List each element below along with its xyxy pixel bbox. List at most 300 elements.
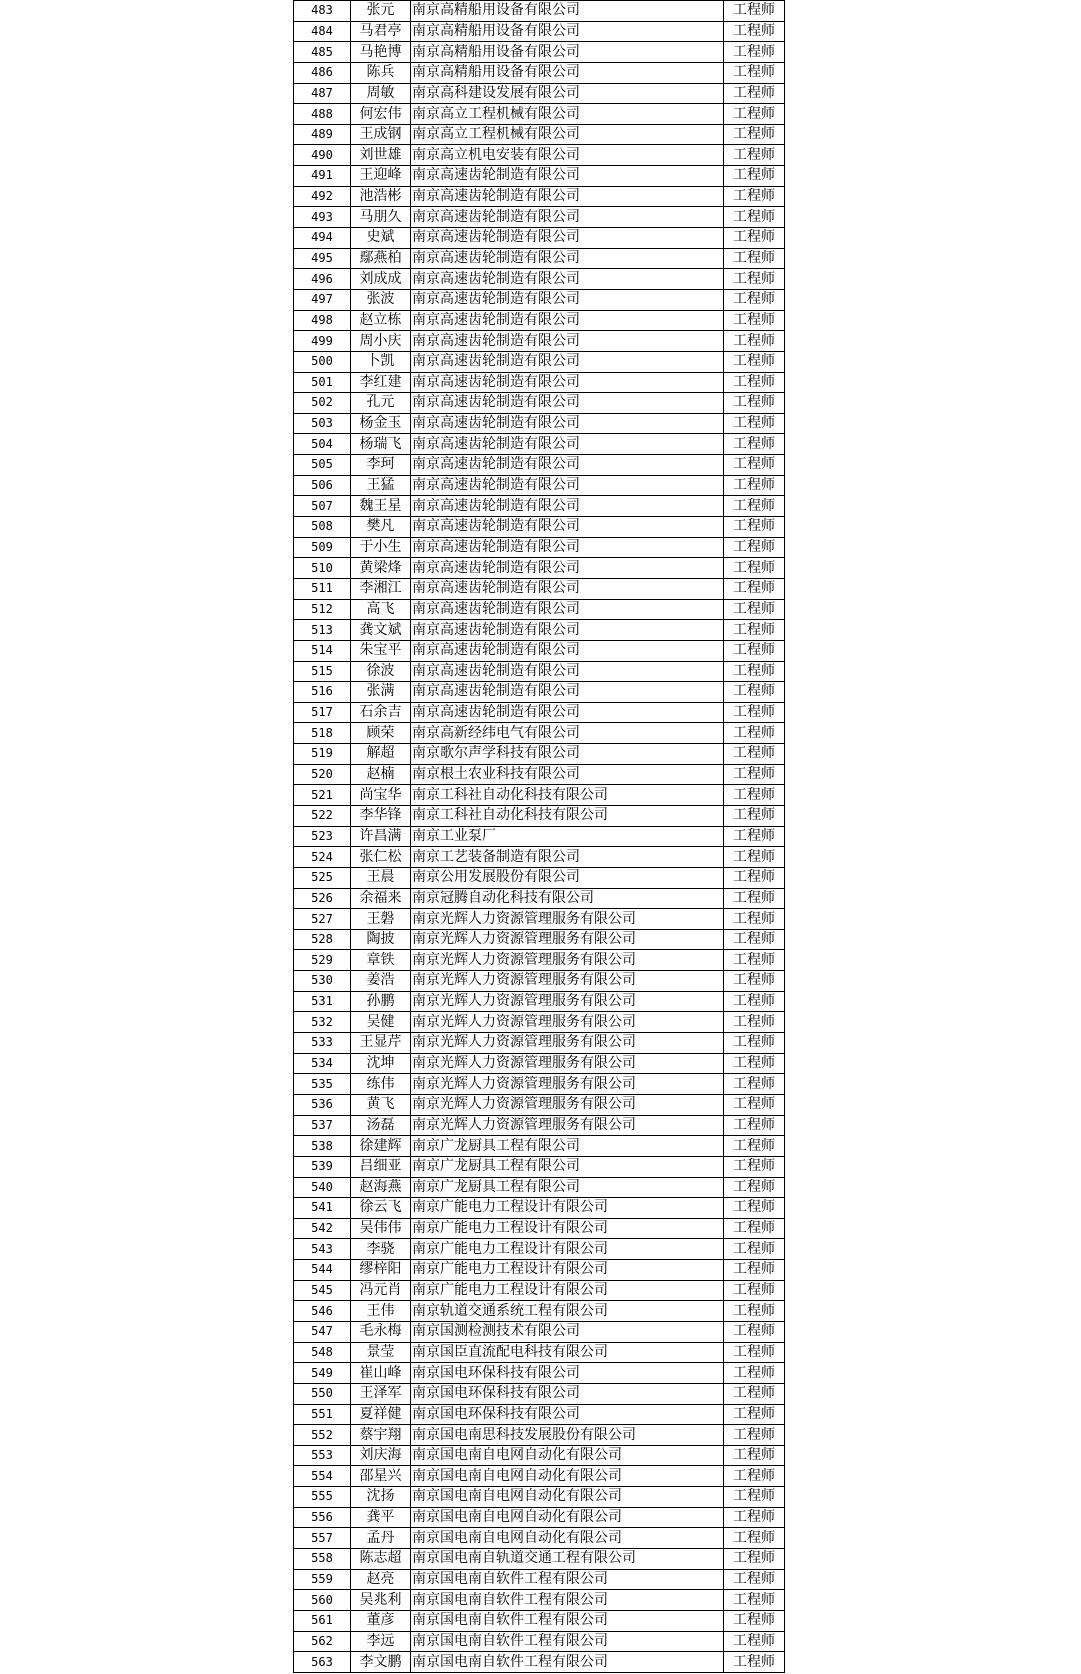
table-row (294, 785, 785, 806)
row-number-cell: 511 (294, 578, 351, 599)
table-row (294, 413, 785, 434)
job-title-cell: 工程师 (724, 744, 785, 765)
job-title-cell: 工程师 (724, 517, 785, 538)
table-row (294, 207, 785, 228)
company-name-cell: 南京高速齿轮制造有限公司 (411, 372, 724, 393)
person-name-cell: 石余吉 (351, 702, 411, 723)
person-name-cell: 解超 (351, 744, 411, 765)
company-name-cell: 南京国电南自电网自动化有限公司 (411, 1528, 724, 1549)
table-row (294, 1631, 785, 1652)
table-row (294, 640, 785, 661)
job-title-cell: 工程师 (724, 537, 785, 558)
company-name-cell: 南京高速齿轮制造有限公司 (411, 393, 724, 414)
job-title-cell: 工程师 (724, 558, 785, 579)
person-name-cell: 樊凡 (351, 517, 411, 538)
row-number-cell: 509 (294, 537, 351, 558)
person-name-cell: 刘成成 (351, 269, 411, 290)
job-title-cell: 工程师 (724, 826, 785, 847)
table-row (294, 1177, 785, 1198)
job-title-cell: 工程师 (724, 1053, 785, 1074)
company-name-cell: 南京高速齿轮制造有限公司 (411, 413, 724, 434)
job-title-cell: 工程师 (724, 620, 785, 641)
company-name-cell: 南京工科社自动化科技有限公司 (411, 805, 724, 826)
table-row (294, 83, 785, 104)
row-number-cell: 491 (294, 166, 351, 187)
person-name-cell: 王猛 (351, 475, 411, 496)
table-row (294, 475, 785, 496)
job-title-cell: 工程师 (724, 351, 785, 372)
company-name-cell: 南京国臣直流配电科技有限公司 (411, 1342, 724, 1363)
job-title-cell: 工程师 (724, 785, 785, 806)
company-name-cell: 南京光辉人力资源管理服务有限公司 (411, 1012, 724, 1033)
company-name-cell: 南京高速齿轮制造有限公司 (411, 661, 724, 682)
table-row (294, 702, 785, 723)
job-title-cell: 工程师 (724, 640, 785, 661)
row-number-cell: 547 (294, 1322, 351, 1343)
person-name-cell: 王泽军 (351, 1383, 411, 1404)
company-name-cell: 南京高速齿轮制造有限公司 (411, 269, 724, 290)
table-row (294, 558, 785, 579)
row-number-cell: 551 (294, 1404, 351, 1425)
job-title-cell: 工程师 (724, 496, 785, 517)
row-number-cell: 520 (294, 764, 351, 785)
row-number-cell: 526 (294, 888, 351, 909)
company-name-cell: 南京国电南自软件工程有限公司 (411, 1652, 724, 1673)
company-name-cell: 南京国电南自电网自动化有限公司 (411, 1507, 724, 1528)
company-name-cell: 南京高精船用设备有限公司 (411, 1, 724, 22)
table-row (294, 578, 785, 599)
company-name-cell: 南京高科建设发展有限公司 (411, 83, 724, 104)
person-name-cell: 冯元肖 (351, 1280, 411, 1301)
company-name-cell: 南京高速齿轮制造有限公司 (411, 682, 724, 703)
person-name-cell: 魏王星 (351, 496, 411, 517)
job-title-cell: 工程师 (724, 1363, 785, 1384)
job-title-cell: 工程师 (724, 1033, 785, 1054)
company-name-cell: 南京高新经纬电气有限公司 (411, 723, 724, 744)
company-name-cell: 南京高速齿轮制造有限公司 (411, 331, 724, 352)
job-title-cell: 工程师 (724, 971, 785, 992)
person-name-cell: 周小庆 (351, 331, 411, 352)
table-row (294, 331, 785, 352)
table-row (294, 909, 785, 930)
row-number-cell: 539 (294, 1156, 351, 1177)
table-body (294, 1, 785, 1673)
company-name-cell: 南京国电环保科技有限公司 (411, 1404, 724, 1425)
person-name-cell: 吴兆利 (351, 1590, 411, 1611)
company-name-cell: 南京高速齿轮制造有限公司 (411, 310, 724, 331)
job-title-cell: 工程师 (724, 1301, 785, 1322)
person-name-cell: 王迎峰 (351, 166, 411, 187)
table-row (294, 42, 785, 63)
table-row (294, 867, 785, 888)
job-title-cell: 工程师 (724, 475, 785, 496)
row-number-cell: 530 (294, 971, 351, 992)
job-title-cell: 工程师 (724, 1342, 785, 1363)
table-row (294, 1115, 785, 1136)
row-number-cell: 498 (294, 310, 351, 331)
person-name-cell: 龚平 (351, 1507, 411, 1528)
row-number-cell: 506 (294, 475, 351, 496)
table-row (294, 393, 785, 414)
row-number-cell: 497 (294, 289, 351, 310)
table-row (294, 682, 785, 703)
table-row (294, 517, 785, 538)
table-row (294, 166, 785, 187)
person-name-cell: 徐建辉 (351, 1136, 411, 1157)
company-name-cell: 南京广能电力工程设计有限公司 (411, 1280, 724, 1301)
row-number-cell: 494 (294, 228, 351, 249)
table-row (294, 991, 785, 1012)
row-number-cell: 536 (294, 1094, 351, 1115)
company-name-cell: 南京高速齿轮制造有限公司 (411, 166, 724, 187)
table-row (294, 1074, 785, 1095)
row-number-cell: 490 (294, 145, 351, 166)
row-number-cell: 510 (294, 558, 351, 579)
person-name-cell: 余福来 (351, 888, 411, 909)
company-name-cell: 南京国测检测技术有限公司 (411, 1322, 724, 1343)
table-row (294, 455, 785, 476)
person-name-cell: 吴伟伟 (351, 1218, 411, 1239)
table-row (294, 1652, 785, 1673)
company-name-cell: 南京国电环保科技有限公司 (411, 1383, 724, 1404)
table-row (294, 620, 785, 641)
job-title-cell: 工程师 (724, 1260, 785, 1281)
row-number-cell: 557 (294, 1528, 351, 1549)
job-title-cell: 工程师 (724, 1198, 785, 1219)
job-title-cell: 工程师 (724, 1322, 785, 1343)
person-name-cell: 赵楠 (351, 764, 411, 785)
person-name-cell: 赵亮 (351, 1569, 411, 1590)
person-name-cell: 李华锋 (351, 805, 411, 826)
row-number-cell: 532 (294, 1012, 351, 1033)
person-name-cell: 龚文斌 (351, 620, 411, 641)
person-name-cell: 王晨 (351, 867, 411, 888)
person-name-cell: 毛永梅 (351, 1322, 411, 1343)
person-name-cell: 汤磊 (351, 1115, 411, 1136)
job-title-cell: 工程师 (724, 599, 785, 620)
company-name-cell: 南京光辉人力资源管理服务有限公司 (411, 1053, 724, 1074)
job-title-cell: 工程师 (724, 1528, 785, 1549)
company-name-cell: 南京高速齿轮制造有限公司 (411, 496, 724, 517)
company-name-cell: 南京广龙厨具工程有限公司 (411, 1156, 724, 1177)
job-title-cell: 工程师 (724, 1177, 785, 1198)
table-row (294, 537, 785, 558)
row-number-cell: 488 (294, 104, 351, 125)
company-name-cell: 南京国电南思科技发展股份有限公司 (411, 1425, 724, 1446)
row-number-cell: 484 (294, 21, 351, 42)
company-name-cell: 南京高立机电安装有限公司 (411, 145, 724, 166)
row-number-cell: 504 (294, 434, 351, 455)
row-number-cell: 552 (294, 1425, 351, 1446)
row-number-cell: 483 (294, 1, 351, 22)
job-title-cell: 工程师 (724, 1136, 785, 1157)
company-name-cell: 南京国电南自软件工程有限公司 (411, 1590, 724, 1611)
company-name-cell: 南京高立工程机械有限公司 (411, 104, 724, 125)
row-number-cell: 503 (294, 413, 351, 434)
row-number-cell: 553 (294, 1445, 351, 1466)
table-row (294, 847, 785, 868)
row-number-cell: 529 (294, 950, 351, 971)
job-title-cell: 工程师 (724, 1445, 785, 1466)
row-number-cell: 542 (294, 1218, 351, 1239)
table-row (294, 1404, 785, 1425)
job-title-cell: 工程师 (724, 145, 785, 166)
job-title-cell: 工程师 (724, 909, 785, 930)
person-name-cell: 缪梓阳 (351, 1260, 411, 1281)
job-title-cell: 工程师 (724, 1012, 785, 1033)
person-name-cell: 张元 (351, 1, 411, 22)
person-name-cell: 李文鹏 (351, 1652, 411, 1673)
table-row (294, 661, 785, 682)
company-name-cell: 南京广能电力工程设计有限公司 (411, 1260, 724, 1281)
job-title-cell: 工程师 (724, 682, 785, 703)
table-row (294, 744, 785, 765)
company-name-cell: 南京高速齿轮制造有限公司 (411, 558, 724, 579)
table-row (294, 1549, 785, 1570)
person-name-cell: 马君亭 (351, 21, 411, 42)
row-number-cell: 541 (294, 1198, 351, 1219)
table-row (294, 1053, 785, 1074)
person-name-cell: 李红建 (351, 372, 411, 393)
job-title-cell: 工程师 (724, 578, 785, 599)
company-name-cell: 南京高速齿轮制造有限公司 (411, 186, 724, 207)
company-name-cell: 南京高速齿轮制造有限公司 (411, 248, 724, 269)
job-title-cell: 工程师 (724, 847, 785, 868)
job-title-cell: 工程师 (724, 62, 785, 83)
person-name-cell: 练伟 (351, 1074, 411, 1095)
row-number-cell: 512 (294, 599, 351, 620)
row-number-cell: 496 (294, 269, 351, 290)
row-number-cell: 554 (294, 1466, 351, 1487)
row-number-cell: 562 (294, 1631, 351, 1652)
row-number-cell: 505 (294, 455, 351, 476)
job-title-cell: 工程师 (724, 83, 785, 104)
job-title-cell: 工程师 (724, 455, 785, 476)
job-title-cell: 工程师 (724, 950, 785, 971)
company-name-cell: 南京国电南自电网自动化有限公司 (411, 1466, 724, 1487)
row-number-cell: 515 (294, 661, 351, 682)
table-row (294, 764, 785, 785)
company-name-cell: 南京高速齿轮制造有限公司 (411, 289, 724, 310)
table-row (294, 145, 785, 166)
table-row (294, 1033, 785, 1054)
job-title-cell: 工程师 (724, 1549, 785, 1570)
company-name-cell: 南京根土农业科技有限公司 (411, 764, 724, 785)
job-title-cell: 工程师 (724, 207, 785, 228)
row-number-cell: 518 (294, 723, 351, 744)
job-title-cell: 工程师 (724, 186, 785, 207)
job-title-cell: 工程师 (724, 1383, 785, 1404)
job-title-cell: 工程师 (724, 723, 785, 744)
table-row (294, 826, 785, 847)
job-title-cell: 工程师 (724, 929, 785, 950)
job-title-cell: 工程师 (724, 124, 785, 145)
table-row (294, 1590, 785, 1611)
table-row (294, 950, 785, 971)
company-name-cell: 南京高精船用设备有限公司 (411, 42, 724, 63)
person-name-cell: 章铁 (351, 950, 411, 971)
person-name-cell: 马艳博 (351, 42, 411, 63)
person-name-cell: 周敏 (351, 83, 411, 104)
row-number-cell: 556 (294, 1507, 351, 1528)
company-name-cell: 南京高精船用设备有限公司 (411, 21, 724, 42)
row-number-cell: 492 (294, 186, 351, 207)
company-name-cell: 南京公用发展股份有限公司 (411, 867, 724, 888)
company-name-cell: 南京广能电力工程设计有限公司 (411, 1239, 724, 1260)
company-name-cell: 南京高速齿轮制造有限公司 (411, 599, 724, 620)
job-title-cell: 工程师 (724, 104, 785, 125)
company-name-cell: 南京国电南自软件工程有限公司 (411, 1569, 724, 1590)
company-name-cell: 南京工艺装备制造有限公司 (411, 847, 724, 868)
job-title-cell: 工程师 (724, 1425, 785, 1446)
person-name-cell: 池浩彬 (351, 186, 411, 207)
table-row (294, 1280, 785, 1301)
company-name-cell: 南京高速齿轮制造有限公司 (411, 207, 724, 228)
table-row (294, 289, 785, 310)
person-name-cell: 高飞 (351, 599, 411, 620)
person-name-cell: 顾荣 (351, 723, 411, 744)
table-row (294, 1610, 785, 1631)
job-title-cell: 工程师 (724, 991, 785, 1012)
person-name-cell: 赵海燕 (351, 1177, 411, 1198)
person-name-cell: 吕细亚 (351, 1156, 411, 1177)
row-number-cell: 535 (294, 1074, 351, 1095)
table-row (294, 310, 785, 331)
row-number-cell: 543 (294, 1239, 351, 1260)
table-row (294, 228, 785, 249)
company-name-cell: 南京光辉人力资源管理服务有限公司 (411, 909, 724, 930)
row-number-cell: 550 (294, 1383, 351, 1404)
row-number-cell: 525 (294, 867, 351, 888)
company-name-cell: 南京广能电力工程设计有限公司 (411, 1218, 724, 1239)
row-number-cell: 487 (294, 83, 351, 104)
job-title-cell: 工程师 (724, 1239, 785, 1260)
person-name-cell: 张仁松 (351, 847, 411, 868)
table-row (294, 1322, 785, 1343)
job-title-cell: 工程师 (724, 1466, 785, 1487)
company-name-cell: 南京高速齿轮制造有限公司 (411, 537, 724, 558)
row-number-cell: 534 (294, 1053, 351, 1074)
person-name-cell: 王伟 (351, 1301, 411, 1322)
row-number-cell: 538 (294, 1136, 351, 1157)
company-name-cell: 南京高速齿轮制造有限公司 (411, 455, 724, 476)
table-row (294, 1301, 785, 1322)
row-number-cell: 516 (294, 682, 351, 703)
person-name-cell: 尚宝华 (351, 785, 411, 806)
row-number-cell: 544 (294, 1260, 351, 1281)
row-number-cell: 548 (294, 1342, 351, 1363)
person-name-cell: 沈扬 (351, 1487, 411, 1508)
company-name-cell: 南京高速齿轮制造有限公司 (411, 517, 724, 538)
job-title-cell: 工程师 (724, 289, 785, 310)
company-name-cell: 南京光辉人力资源管理服务有限公司 (411, 971, 724, 992)
job-title-cell: 工程师 (724, 1094, 785, 1115)
row-number-cell: 507 (294, 496, 351, 517)
table-row (294, 372, 785, 393)
person-name-cell: 杨瑞飞 (351, 434, 411, 455)
job-title-cell: 工程师 (724, 805, 785, 826)
job-title-cell: 工程师 (724, 166, 785, 187)
company-name-cell: 南京高速齿轮制造有限公司 (411, 475, 724, 496)
row-number-cell: 555 (294, 1487, 351, 1508)
table-row (294, 971, 785, 992)
row-number-cell: 513 (294, 620, 351, 641)
company-name-cell: 南京高速齿轮制造有限公司 (411, 351, 724, 372)
row-number-cell: 522 (294, 805, 351, 826)
company-name-cell: 南京高速齿轮制造有限公司 (411, 640, 724, 661)
company-name-cell: 南京高速齿轮制造有限公司 (411, 702, 724, 723)
row-number-cell: 514 (294, 640, 351, 661)
person-name-cell: 景莹 (351, 1342, 411, 1363)
row-number-cell: 531 (294, 991, 351, 1012)
person-name-cell: 邵星兴 (351, 1466, 411, 1487)
job-title-cell: 工程师 (724, 21, 785, 42)
row-number-cell: 527 (294, 909, 351, 930)
table-row (294, 1094, 785, 1115)
job-title-cell: 工程师 (724, 1652, 785, 1673)
job-title-cell: 工程师 (724, 1156, 785, 1177)
row-number-cell: 559 (294, 1569, 351, 1590)
table-row (294, 1528, 785, 1549)
company-name-cell: 南京高精船用设备有限公司 (411, 62, 724, 83)
table-row (294, 269, 785, 290)
person-name-cell: 夏祥健 (351, 1404, 411, 1425)
job-title-cell: 工程师 (724, 1590, 785, 1611)
table-row (294, 351, 785, 372)
job-title-cell: 工程师 (724, 702, 785, 723)
company-name-cell: 南京工科社自动化科技有限公司 (411, 785, 724, 806)
table-row (294, 1507, 785, 1528)
person-name-cell: 朱宝平 (351, 640, 411, 661)
job-title-cell: 工程师 (724, 228, 785, 249)
row-number-cell: 540 (294, 1177, 351, 1198)
person-name-cell: 孙鹏 (351, 991, 411, 1012)
row-number-cell: 528 (294, 929, 351, 950)
person-name-cell: 于小生 (351, 537, 411, 558)
table-row (294, 1218, 785, 1239)
person-name-cell: 崔山峰 (351, 1363, 411, 1384)
company-name-cell: 南京轨道交通系统工程有限公司 (411, 1301, 724, 1322)
table-row (294, 1342, 785, 1363)
person-name-cell: 陈志超 (351, 1549, 411, 1570)
table-row (294, 248, 785, 269)
company-name-cell: 南京国电南自电网自动化有限公司 (411, 1487, 724, 1508)
row-number-cell: 560 (294, 1590, 351, 1611)
person-name-cell: 赵立栋 (351, 310, 411, 331)
person-name-cell: 沈坤 (351, 1053, 411, 1074)
table-row (294, 104, 785, 125)
table-row (294, 1156, 785, 1177)
company-name-cell: 南京光辉人力资源管理服务有限公司 (411, 929, 724, 950)
company-name-cell: 南京光辉人力资源管理服务有限公司 (411, 1074, 724, 1095)
company-name-cell: 南京国电南自软件工程有限公司 (411, 1631, 724, 1652)
job-title-cell: 工程师 (724, 1507, 785, 1528)
job-title-cell: 工程师 (724, 1280, 785, 1301)
person-name-cell: 黄梁烽 (351, 558, 411, 579)
row-number-cell: 517 (294, 702, 351, 723)
table-row (294, 1239, 785, 1260)
job-title-cell: 工程师 (724, 413, 785, 434)
person-name-cell: 陈兵 (351, 62, 411, 83)
job-title-cell: 工程师 (724, 888, 785, 909)
job-title-cell: 工程师 (724, 1487, 785, 1508)
person-name-cell: 徐云飞 (351, 1198, 411, 1219)
table-row (294, 1260, 785, 1281)
row-number-cell: 502 (294, 393, 351, 414)
person-name-cell: 吴健 (351, 1012, 411, 1033)
person-name-cell: 李珂 (351, 455, 411, 476)
engineer-list-table (293, 0, 785, 1673)
